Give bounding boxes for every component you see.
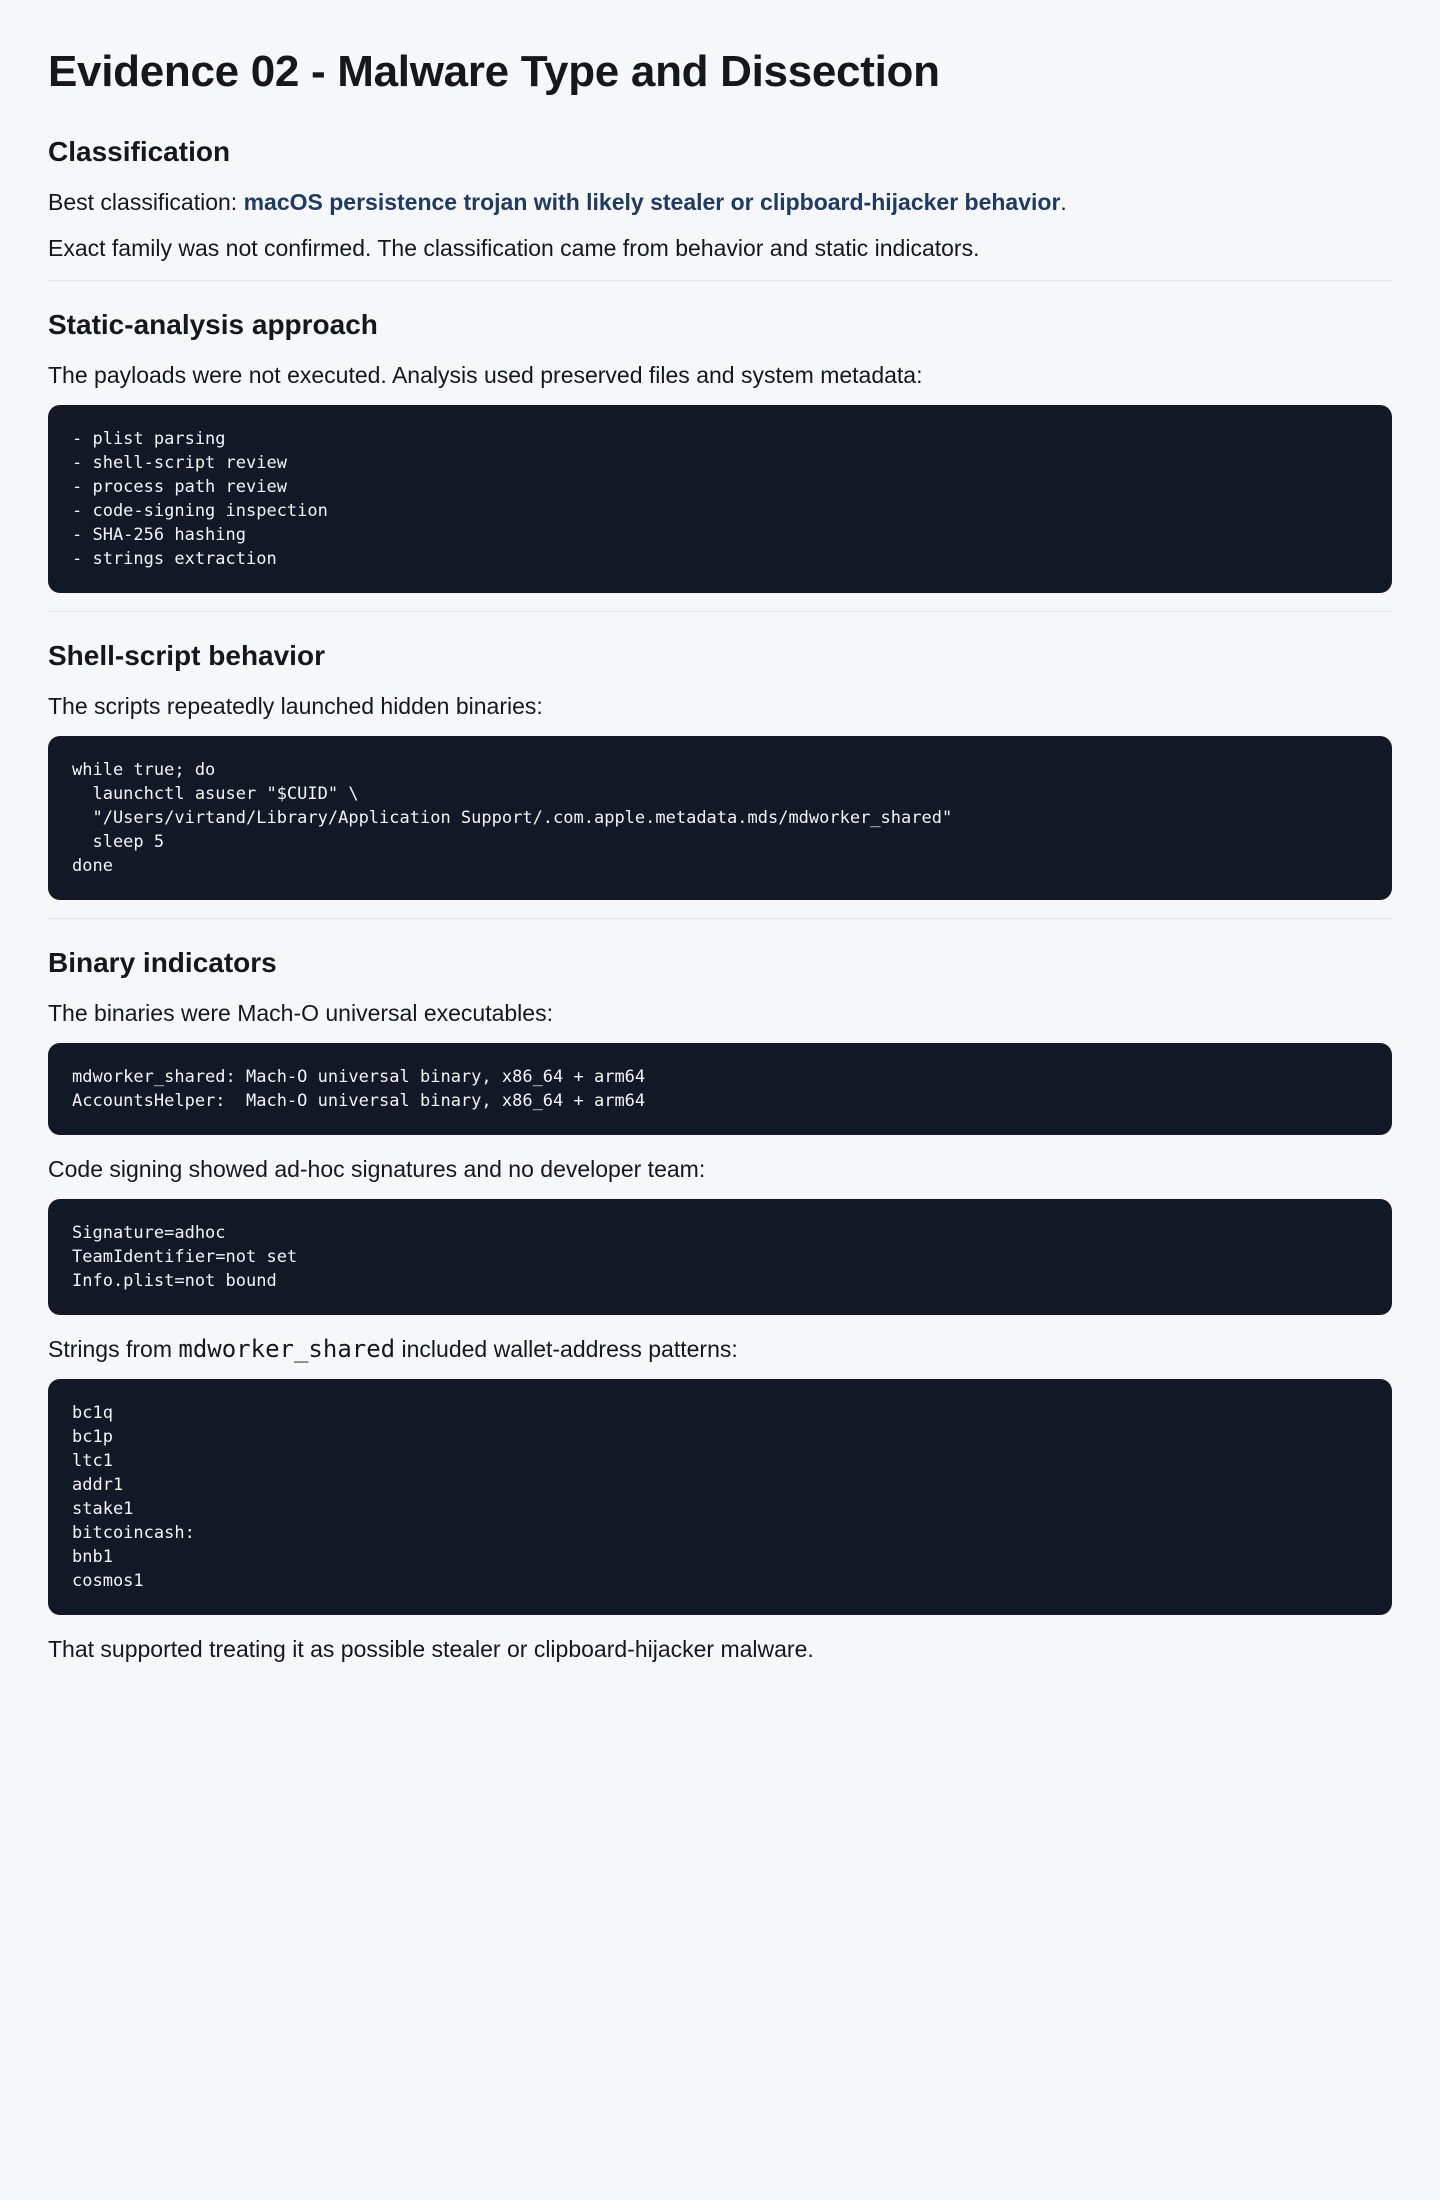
static-analysis-code-block: - plist parsing - shell-script review - process path review - code-signing inspection - SHA-256 hashing - strings extraction	[48, 405, 1392, 593]
wallet-strings-code-block: bc1q bc1p ltc1 addr1 stake1 bitcoincash: bnb1 cosmos1	[48, 1379, 1392, 1615]
strings-intro-prefix: Strings from	[48, 1336, 179, 1362]
code-signing-code-block: Signature=adhoc TeamIdentifier=not set Info.plist=not bound	[48, 1199, 1392, 1315]
shell-script-section	[48, 638, 1392, 900]
shell-script-intro: The scripts repeatedly launched hidden binaries:	[48, 693, 543, 719]
best-classification-label: Best classification:	[48, 189, 244, 215]
best-classification-paragraph	[48, 186, 1392, 218]
strings-inline-code: mdworker_shared	[178, 1335, 396, 1363]
best-classification-value: macOS persistence trojan with likely stealer or clipboard-hijacker behavior	[243, 189, 1061, 215]
page-title: Evidence 02 - Malware Type and Dissection	[48, 47, 940, 96]
static-analysis-heading: Static-analysis approach	[48, 309, 378, 340]
best-classification-period: .	[1060, 189, 1067, 215]
binary-indicators-section	[48, 945, 1392, 1665]
binary-indicators-heading: Binary indicators	[48, 947, 277, 978]
shell-script-code-block: while true; do launchctl asuser "$CUID" \ "/Users/virtand/Library/Application Support/.com.apple.metadata.mds/mdworker_shared" sleep 5 done	[48, 736, 1392, 900]
classification-heading: Classification	[48, 136, 231, 167]
conclusion-paragraph: That supported treating it as possible stealer or clipboard-hijacker malware.	[48, 1636, 814, 1662]
shell-script-heading: Shell-script behavior	[48, 640, 325, 671]
section-divider	[48, 280, 1392, 281]
classification-section	[48, 134, 1392, 264]
classification-note: Exact family was not confirmed. The classification came from behavior and static indicators.	[48, 235, 980, 261]
code-signing-intro: Code signing showed ad-hoc signatures and no developer team:	[48, 1156, 706, 1182]
static-analysis-intro: The payloads were not executed. Analysis used preserved files and system metadata:	[48, 362, 923, 388]
static-analysis-section	[48, 307, 1392, 593]
strings-intro-suffix: included wallet-address patterns:	[395, 1336, 738, 1362]
macho-code-block: mdworker_shared: Mach-O universal binary, x86_64 + arm64 AccountsHelper: Mach-O universal binary, x86_64 + arm64	[48, 1043, 1392, 1135]
section-divider	[48, 611, 1392, 612]
strings-intro	[48, 1333, 1392, 1365]
section-divider	[48, 918, 1392, 919]
binary-intro: The binaries were Mach-O universal executables:	[48, 1000, 553, 1026]
